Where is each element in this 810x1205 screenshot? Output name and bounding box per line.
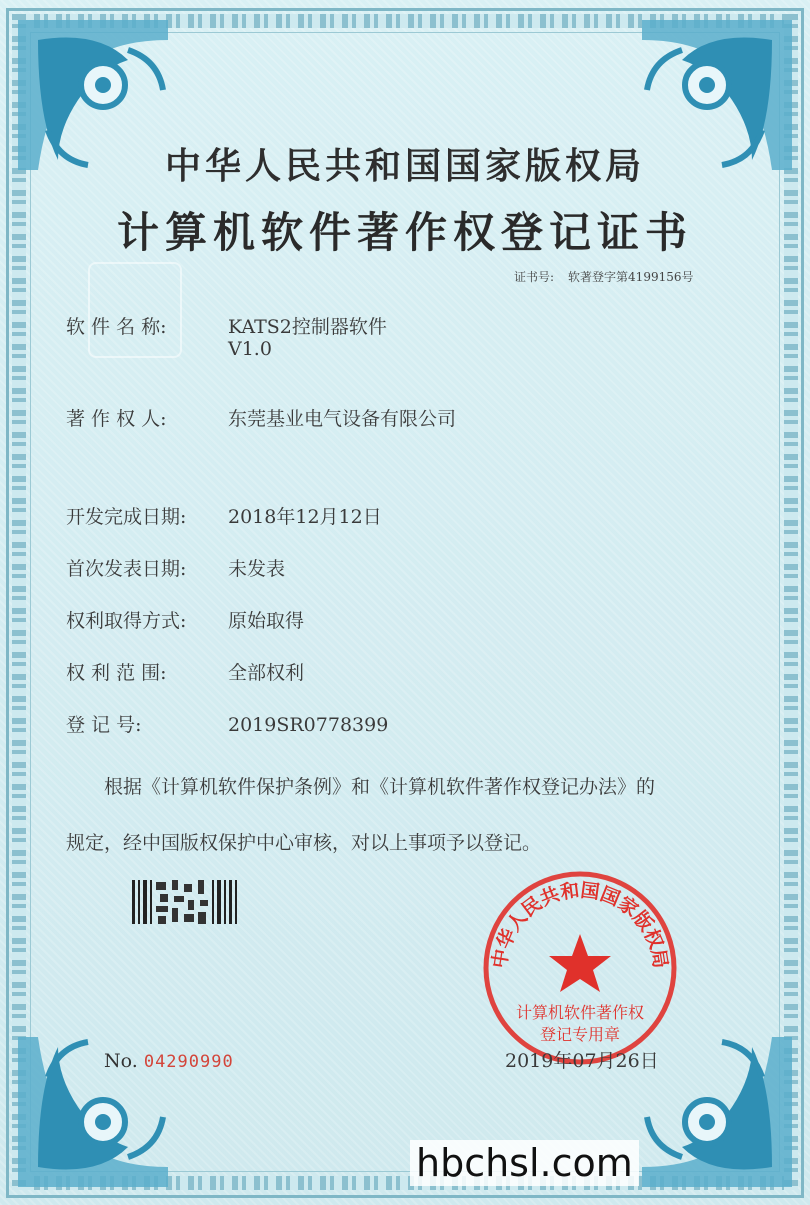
seal-ring-text: 中华人民共和国国家版权局 [488,879,672,970]
greek-key-border-left [12,14,26,1190]
serial-number [104,1050,234,1072]
publication-date-row [66,554,285,581]
registration-label: 登 记 号: [66,714,142,736]
barcode [132,880,240,924]
software-name-row [66,312,387,339]
seal-line-2: 登记专用章 [539,1025,621,1044]
acquisition-label: 权利取得方式: [66,610,187,632]
publication-date-label: 首次发表日期: [66,558,187,580]
scope-label: 权 利 范 围: [66,662,167,684]
completion-date-row [66,502,382,529]
software-version: V1.0 [228,338,272,360]
software-name-value: KATS2控制器软件 [228,316,387,338]
registration-value: 2019SR0778399 [228,714,389,736]
serial-value: 04290990 [143,1052,234,1072]
copyright-owner-label: 著 作 权 人: [66,408,167,430]
software-name-label: 软 件 名 称: [66,316,167,338]
authority-title: 中华人民共和国国家版权局 [164,145,645,187]
registration-row [66,710,388,737]
official-seal [480,868,680,1068]
certificate-number [514,268,694,285]
copyright-owner-value: 东莞基业电气设备有限公司 [228,408,457,430]
statement-line-1: 根据《计算机软件保护条例》和《计算机软件著作权登记办法》的 [104,776,656,798]
publication-date-value: 未发表 [228,558,286,580]
copyright-owner-row [66,404,456,431]
issue-date: 2019年07月26日 [505,1050,659,1072]
website-watermark: hbchsl.com [410,1140,639,1186]
scope-row [66,658,304,685]
serial-label: No. [104,1050,138,1072]
scope-value: 全部权利 [228,662,305,684]
certificate-number-value: 软著登字第4199156号 [568,270,694,284]
greek-key-border-right [784,14,798,1190]
statement-line-2: 规定，经中国版权保护中心审核，对以上事项予以登记。 [66,832,542,854]
acquisition-value: 原始取得 [228,610,305,632]
watermark-emblem [88,262,182,358]
acquisition-row [66,606,304,633]
certificate-title: 计算机软件著作权登记证书 [116,208,693,257]
completion-date-label: 开发完成日期: [66,506,187,528]
completion-date-value: 2018年12月12日 [228,506,382,528]
seal-star-icon [549,934,611,992]
certificate-number-label: 证书号: [514,270,555,284]
seal-line-1: 计算机软件著作权 [515,1003,645,1022]
